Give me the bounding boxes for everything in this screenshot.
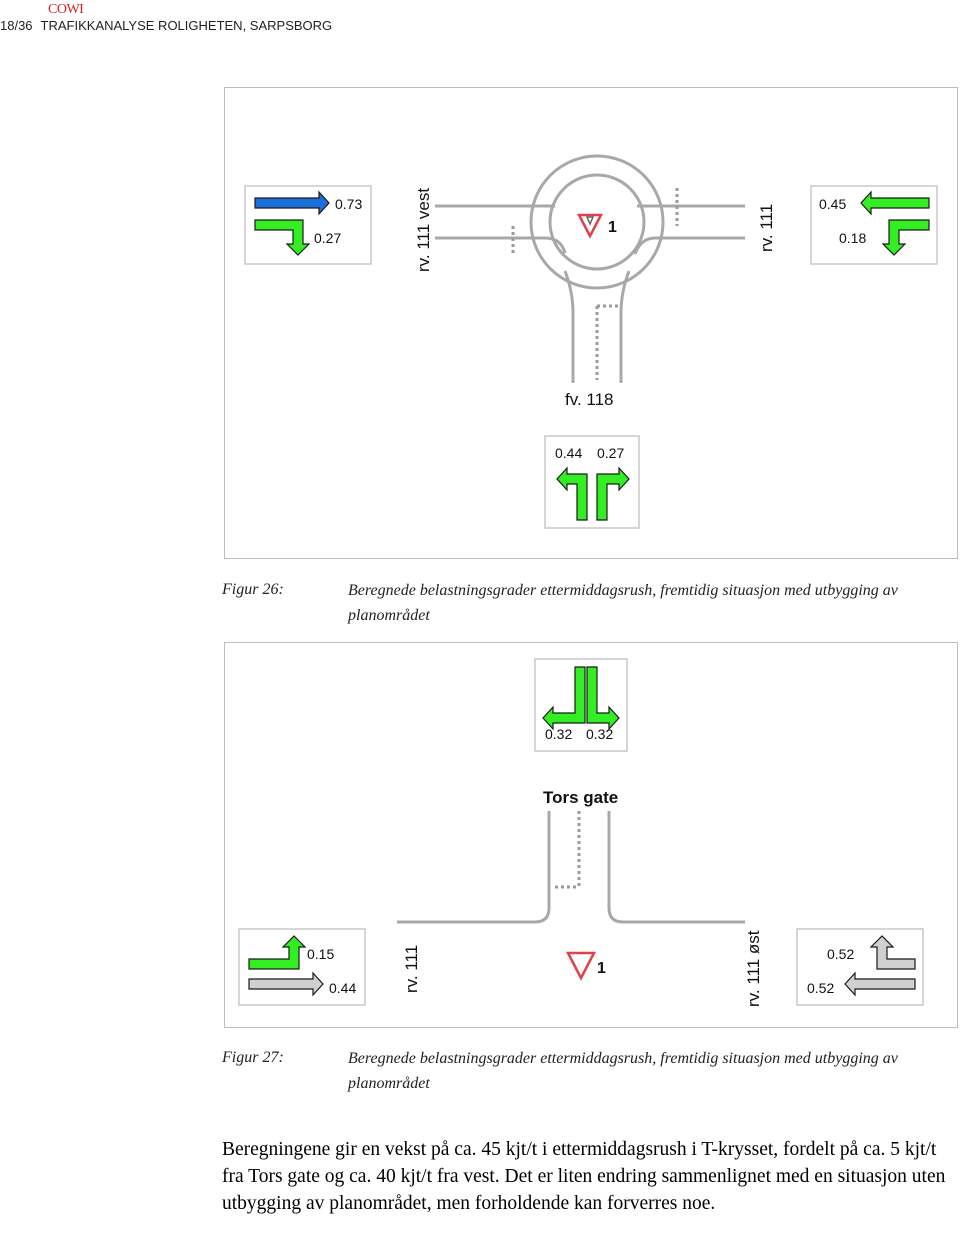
east-value-straight: 0.45 — [819, 196, 847, 212]
page-header — [0, 18, 340, 33]
road-label-south: fv. 118 — [565, 390, 614, 409]
east-value-straight: 0.52 — [807, 980, 835, 996]
south-approach-panel — [545, 436, 639, 528]
west-approach-panel — [239, 929, 365, 1005]
east-approach-panel — [811, 186, 937, 264]
yield-sign-icon — [568, 953, 594, 978]
east-value-right: 0.52 — [827, 946, 855, 962]
west-value-right: 0.27 — [314, 230, 342, 246]
road-label-east: rv. 111 øst — [744, 930, 763, 1007]
road-label-west: rv. 111 vest — [414, 187, 433, 272]
figure-26-caption: Beregnede belastningsgrader ettermiddagsrush, fremtidig situasjon med utbygging av planområdet — [348, 582, 898, 624]
north-approach-panel — [535, 659, 627, 751]
body-paragraph: Beregningene gir en vekst på ca. 45 kjt/t i ettermiddagsrush i T-krysset, fordelt på ca. 5 kjt/t fra Tors gate og ca. 40 kjt/t fra vest. Det er liten endring sammenlignet med en situasjon uten utbygging av planområdet, men forholdende kan forverres noe. — [222, 1139, 946, 1214]
road-label-west: rv. 111 — [402, 944, 421, 993]
document-title: TRAFIKKANALYSE ROLIGHETEN, SARPSBORG — [40, 18, 333, 33]
west-approach-panel — [245, 186, 371, 264]
figure-27-diagram — [224, 642, 958, 1028]
west-value-left: 0.15 — [307, 946, 335, 962]
page-number: 18/36 — [0, 18, 33, 33]
road-label-east: rv. 111 — [757, 203, 776, 252]
yield-sign-icon — [579, 215, 601, 236]
west-value-straight: 0.44 — [329, 980, 357, 996]
figure-26-label: Figur 26: — [222, 581, 284, 598]
figure-26-diagram — [224, 87, 958, 559]
west-value-straight: 0.73 — [335, 196, 363, 212]
east-approach-panel — [797, 929, 923, 1005]
yield-number: 1 — [597, 960, 606, 977]
road-label-north: Tors gate — [543, 788, 619, 807]
south-value-right: 0.27 — [597, 445, 625, 461]
south-value-left: 0.44 — [555, 445, 583, 461]
north-value-left: 0.32 — [545, 726, 573, 742]
north-value-right: 0.32 — [586, 726, 614, 742]
yield-number: 1 — [608, 219, 617, 236]
figure-27-caption: Beregnede belastningsgrader ettermiddagsrush, fremtidig situasjon med utbygging av planområdet — [348, 1050, 898, 1092]
figure-27-label: Figur 27: — [222, 1049, 284, 1066]
cowi-logo: COWI — [48, 2, 84, 17]
east-value-left: 0.18 — [839, 230, 867, 246]
